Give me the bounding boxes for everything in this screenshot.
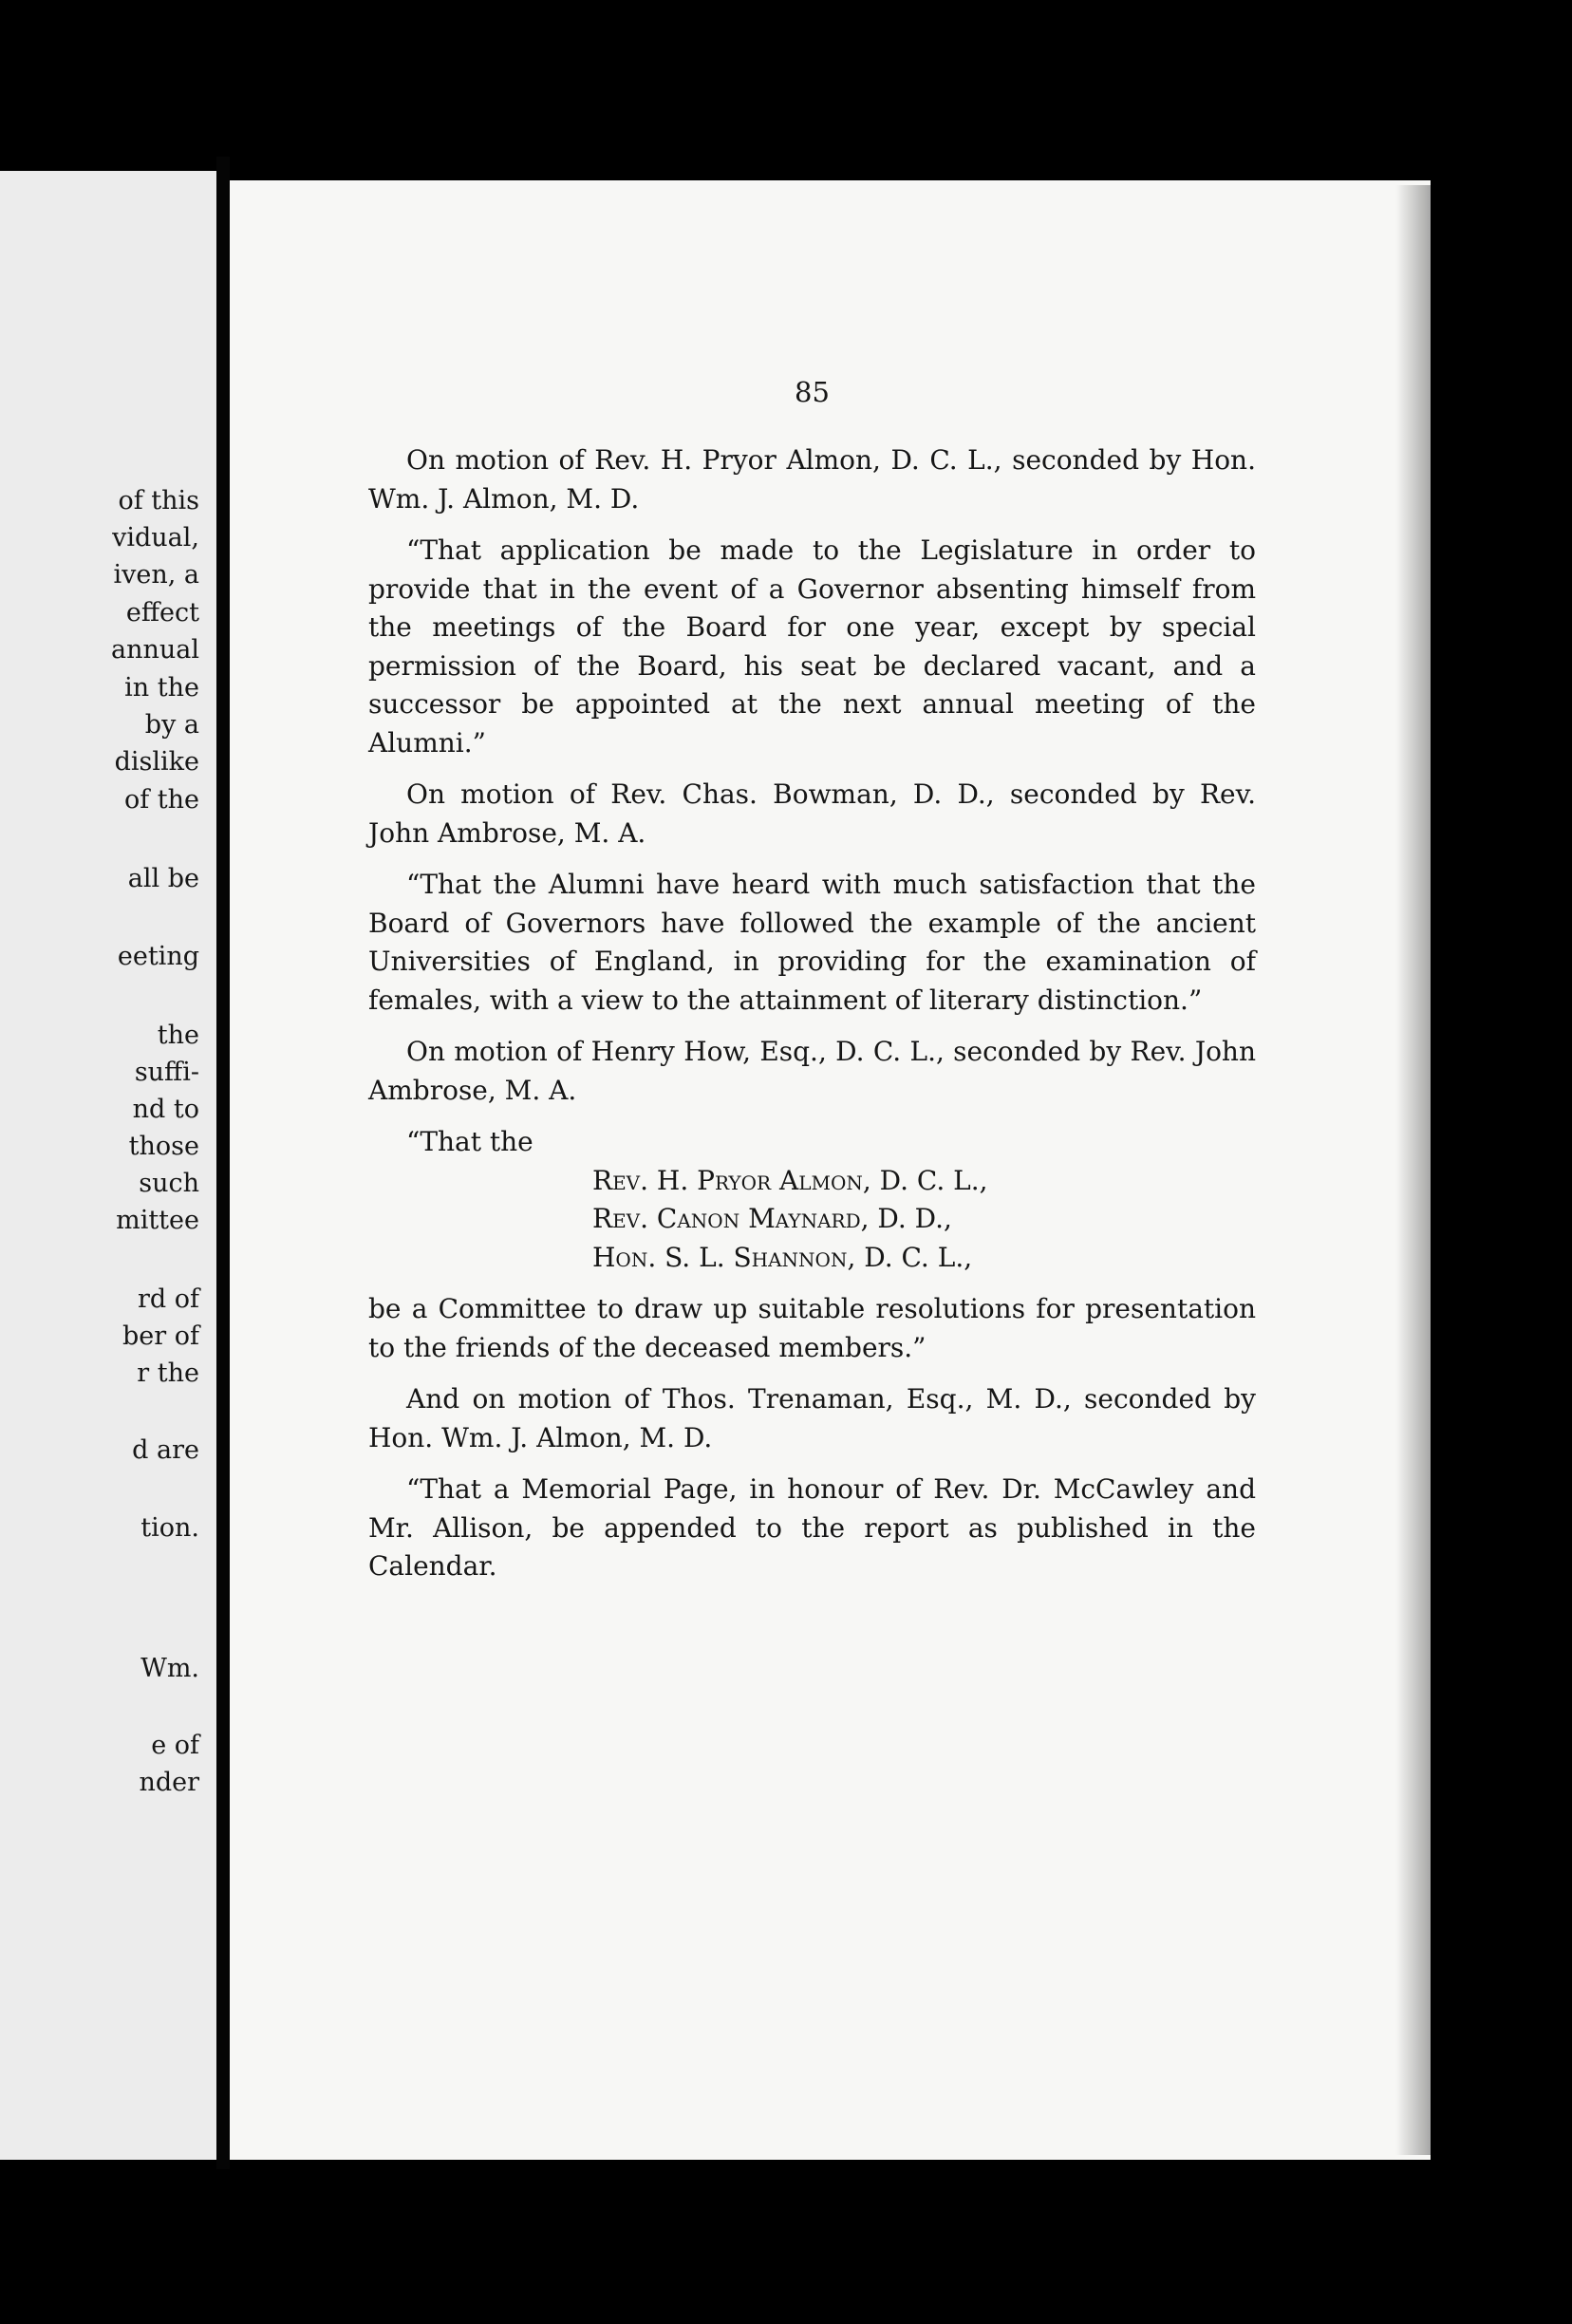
left-page-fragment: by a [144, 710, 199, 740]
motion-paragraph: On motion of Henry How, Esq., D. C. L., seconded by Rev. John Ambrose, M. A. [368, 1036, 1256, 1106]
page-edge-shadow [1395, 185, 1433, 2155]
left-page-fragment: eeting [117, 942, 199, 971]
page-number: 85 [795, 376, 830, 408]
left-page-fragment: suffi- [134, 1058, 199, 1087]
committee-member: Rev. H. Pryor Almon, D. C. L., [592, 1164, 988, 1196]
resolution-paragraph: “That the Alumni have heard with much satisfaction that the Board of Governors have followed the example of the ancient Universities of England, in providing for the examination of females, with a view to the attainment of literary distinction.” [368, 869, 1256, 1016]
motion-paragraph: On motion of Rev. Chas. Bowman, D. D., seconded by Rev. John Ambrose, M. A. [368, 778, 1256, 849]
book-gutter [216, 157, 230, 2169]
committee-member: Hon. S. L. Shannon, D. C. L., [592, 1241, 973, 1273]
left-page-fragment: all be [127, 864, 199, 893]
motion-paragraph: And on motion of Thos. Trenaman, Esq., M. D., seconded by Hon. Wm. J. Almon, M. D. [368, 1383, 1256, 1453]
left-page-fragment: mittee [116, 1206, 199, 1235]
committee-member: Rev. Canon Maynard, D. D., [592, 1203, 952, 1234]
left-page-fragment: e of [151, 1731, 199, 1760]
left-page-fragment: Wm. [140, 1654, 199, 1683]
resolution-paragraph: “That a Memorial Page, in honour of Rev. Dr. McCawley and Mr. Allison, be appended to the report as published in the Calendar. [368, 1473, 1256, 1582]
left-page-fragment: tion. [140, 1513, 199, 1543]
left-page-fragment: vidual, [112, 523, 199, 553]
left-page-fragment: those [128, 1132, 199, 1161]
left-page-fragment: rd of [137, 1284, 199, 1314]
left-page-fragment: such [139, 1169, 199, 1198]
resolution-paragraph: be a Committee to draw up suitable resolutions for presentation to the friends of the deceased members.” [368, 1293, 1256, 1363]
resolution-paragraph: “That application be made to the Legislature in order to provide that in the event of a Governor absenting himself from the meetings of the Board for one year, except by special permission of the Board, his seat be declared vacant, and a successor be appointed at the next annual meeting of the Alumni.” [368, 534, 1256, 759]
left-page-fragment: dislike [114, 747, 199, 777]
left-page-fragment: nd to [132, 1095, 199, 1124]
left-page-fragment: in the [124, 673, 199, 703]
motion-paragraph: On motion of Rev. H. Pryor Almon, D. C. L., seconded by Hon. Wm. J. Almon, M. D. [368, 444, 1256, 515]
left-page-fragment: annual [111, 635, 199, 665]
left-page-fragment: d are [132, 1435, 199, 1465]
left-page-fragment: iven, a [113, 560, 199, 590]
left-page-fragment: ber of [122, 1321, 199, 1351]
committee-list [592, 1162, 1256, 1278]
left-page-fragment: r the [137, 1359, 199, 1388]
left-page-fragment: the [157, 1021, 199, 1050]
left-page-fragment: of this [118, 486, 199, 515]
left-page-fragment: nder [139, 1768, 199, 1797]
page-content [368, 375, 1256, 1586]
resolution-intro: “That the [406, 1126, 533, 1157]
left-facing-page [0, 171, 216, 2160]
left-page-fragment: of the [123, 785, 199, 815]
left-page-fragment: effect [125, 598, 199, 628]
